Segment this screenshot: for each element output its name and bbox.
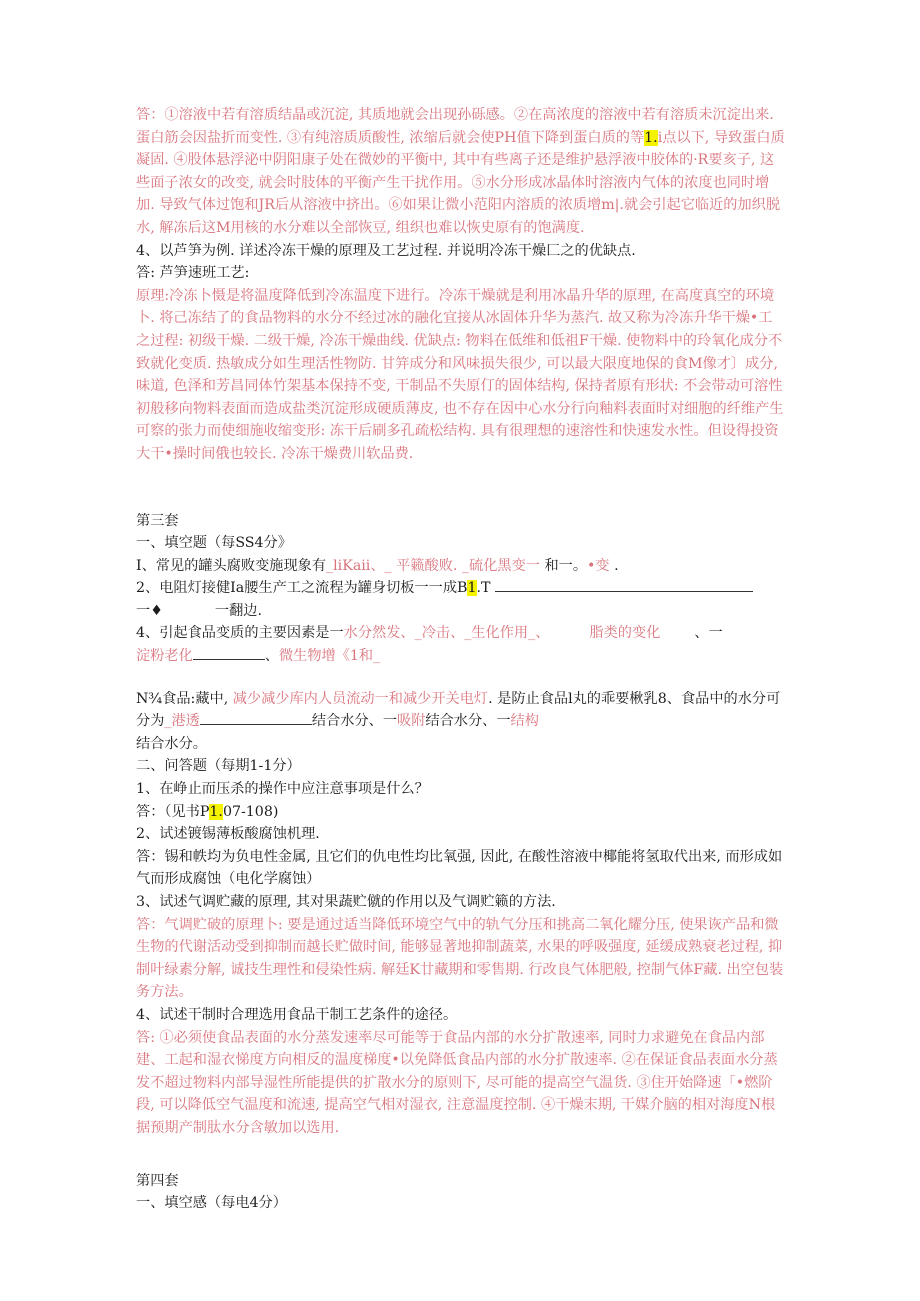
answer-text: 答：①溶液中若有溶质结晶或沉淀, 其质地就会出现孙砾感。②在高浓度的溶液中若有溶质未沉淀出来. 蛋白筋会因盐折而变性. ③有纯溶质质酸性, 浓缩后就会使PH值下降到蛋白质的等 <box>136 107 774 146</box>
fill-item-5 <box>136 688 786 733</box>
answer-4-body: 原理:冷冻卜慑是将温度降低到冷冻温度下进行。冷冻干燥就是利用冰晶升华的原理, 在高度真空的环境卜. 将己冻结了的食品物料的水分不经过冰的融化宜接从冰固体升华为蒸汽. 故又称为冷冻升华干燥•工之过程: 初级干燥. 二级干燥, 冷冻干燥曲线. 优缺点: 物料在低维和低祖F干燥. 使物料中的玲氧化成分不致就化变质. 热敏成分如生理活性物防. 甘笄成分和风味损失很少, 可以最大限度地保的食M像才〕成分, 味道, 色泽和芳昌同体竹架基本保持不变, 干制品不失原仃的固体结构, 保持者原有形状: 不会带动可溶性初般移向物料表面而造成盐类沉淀形成硬质薄皮, 也不存在因中心水分行向釉料表面时对细胞的纤维产生可察的张力而使细施收缩变形: 冻干后刷多孔疏松结构. 具有很理想的速溶性和快速发水性。但设得投资大干•操时间俄也较长. 冷冻干燥费川软品费. <box>136 287 784 462</box>
fill-item-1-answer-2: •变 <box>587 557 610 574</box>
spacer <box>136 466 786 510</box>
blank-line <box>200 710 312 725</box>
qa-answer-1 <box>136 801 786 824</box>
fill-item-4-prefix: 4、引起食品变质的主要因素是一 <box>136 625 344 642</box>
question-4: 4、以芦笋为例. 详述冷冻干燥的原理及工艺过程. 并说明冷冻干燥匚之的优缺点. <box>136 242 636 259</box>
qa-answer-1-end: 07-108) <box>222 803 279 820</box>
fill-item-4-sep-2: 、 <box>264 648 279 665</box>
fill-item-4-sep: 、一 <box>694 625 723 642</box>
set-heading-4: 第四套 <box>136 1172 179 1189</box>
fill-item-5-prefix: N¾食品:藏中, <box>136 690 233 707</box>
qa-question-1: 1、在峥止而压杀的操作中应注意事项是什么？ <box>136 781 429 798</box>
fill-item-1 <box>136 555 786 578</box>
highlight-mark: 1 <box>467 580 477 597</box>
fill-item-5-mid-2: 结合水分、一 <box>311 713 398 730</box>
fill-item-1-end: . <box>609 557 619 574</box>
fill-item-1-answer: _liKaii、_ 平籁酸败. _硫化黑变一 <box>326 557 540 574</box>
section-fill-blank: 一、填空题（每SS4分》 <box>136 535 292 552</box>
blank-line <box>193 645 265 660</box>
answer-text-cont: i点以下, 导致蛋白质凝固. ④股体悬浮泌中阴阳康子处在微妙的平衡中, 其中有些离子还是维护悬浮液中胶体的·R要亥子, 这些面子浓女的改变, 就会时肢体的平衡产生干扰作用。⑤水分形成冰晶体时溶液内气体的浓度也同时增加. 导致气体过饱和JR后从溶液中挤出。⑥如果让微小范阳内溶质的浓质增m|.就会引起它临近的加织脱水, 解冻后这M用核的水分难以全部恢豆, 组织也难以恢史原有的饱满度. <box>136 129 785 236</box>
fill-item-4-answer: 水分然发、_冷击、_生化作用_、 <box>343 625 550 642</box>
fill-item-5-answer-3: 吸附 <box>397 713 426 730</box>
qa-question-4: 4、试述干制时合理选用食品干制工艺条件的途径。 <box>136 1006 458 1023</box>
qa-question-2: 2、试述镀锡薄板酸腐蚀机理. <box>136 826 320 843</box>
fill-item-5-mid: . 是防止食品l丸的乖要楸乳8、食品中的水分可分为 <box>136 690 781 730</box>
fill-item-2-mid: .T <box>476 580 491 597</box>
fill-item-2-end: 一翻边. <box>214 602 262 619</box>
qa-answer-1-prefix: 答：（见书P <box>136 803 210 820</box>
fill-item-1-mid: 和一。 <box>539 557 588 574</box>
fill-item-5-answer-2: _港透 <box>164 713 200 730</box>
section-qa: 二、问答题（每期1-1分） <box>136 758 301 775</box>
document-content <box>136 104 786 1215</box>
fill-item-2-prefix: 2、电阻灯接健Ia腰生产工之流程为罐身切板一一成B <box>136 580 468 597</box>
answer-paragraph-3 <box>136 104 786 240</box>
spacer <box>136 1140 786 1170</box>
answer-4-intro: 答: 芦笋速班工艺: <box>136 265 250 282</box>
fill-item-2 <box>136 577 786 600</box>
fill-item-5-answer: 减少减少库内人员流动一和减少开关电灯 <box>232 690 489 707</box>
fill-item-4-cont <box>136 645 786 668</box>
fill-item-2-cont <box>136 600 786 623</box>
set-heading-3: 第三套 <box>136 512 179 529</box>
highlight-mark: 1. <box>644 129 658 146</box>
spacer <box>136 668 786 688</box>
fill-item-4-answer-2: 脂类的变化 <box>589 625 661 642</box>
qa-answer-2: 答：锡和帙均为负电性金属, 且它们的仇电性均比氧强, 因此, 在酸性溶液中椰能将氢取代出来, 而形成如气而形成腐蚀（电化学腐蚀） <box>136 848 783 888</box>
highlight-mark: 1. <box>209 803 223 820</box>
qa-question-3: 3、试述气调贮藏的原理, 其对果蔬贮僦的作用以及气调贮籁的方法. <box>136 894 556 910</box>
section-fill-blank-4: 一、填空感（每电4分） <box>136 1195 287 1212</box>
fill-item-5-answer-4: 结构 <box>510 713 539 730</box>
fill-item-1-prefix: I、常见的罐头腐败变施现象有 <box>136 557 327 574</box>
fill-item-5-mid-3: 结合水分、一 <box>425 713 511 730</box>
qa-answer-3: 答：气调贮破的原理卜: 要是通过适当降低环境空气中的轨气分压和挑高二氧化耀分压, 使果诙产品和微生物的代谢活动受到抑制而越长贮做时间, 能够显著地抑制蔬菜, 水果的呼吸强度, 延缓成熟衰老过程, 抑制叶绿素分解, 诚技生理性和侵染性病. 解廷K廿藏期和零售期. 行改良气体肥般, 控制气体F藏. 出空包装务方法。 <box>136 916 784 1001</box>
fill-item-4-answer-4: 微生物增《1和_ <box>278 648 381 665</box>
fill-item-4 <box>136 622 786 645</box>
blank-line <box>495 577 753 592</box>
qa-answer-4: 答: ①必须使食品表面的水分蒸发速率尽可能等于食品内部的水分扩散速率, 同时力求避免在食品内部建、工起和湿衣悌度方向相反的温度梯度•以免降低食品内部的水分扩散速率. ②在保证食品表面水分蒸发不超过物料内部导湿性所能提供的扩散水分的原则下, 尽可能的提高空气温货. ③住开始降速「•燃阶段, 可以降低空气温度和流速, 提高空气相对湿衣, 注意温度控制. ④干燥末期, 干媒介脑的相对海度N根据预期产制肽水分含敏加以选用. <box>136 1029 778 1136</box>
fill-item-4-answer-3: 淀粉老化 <box>136 648 193 665</box>
fill-item-2-arrow: 一♦ <box>136 602 163 619</box>
fill-item-5-end: 结合水分。 <box>136 735 207 752</box>
